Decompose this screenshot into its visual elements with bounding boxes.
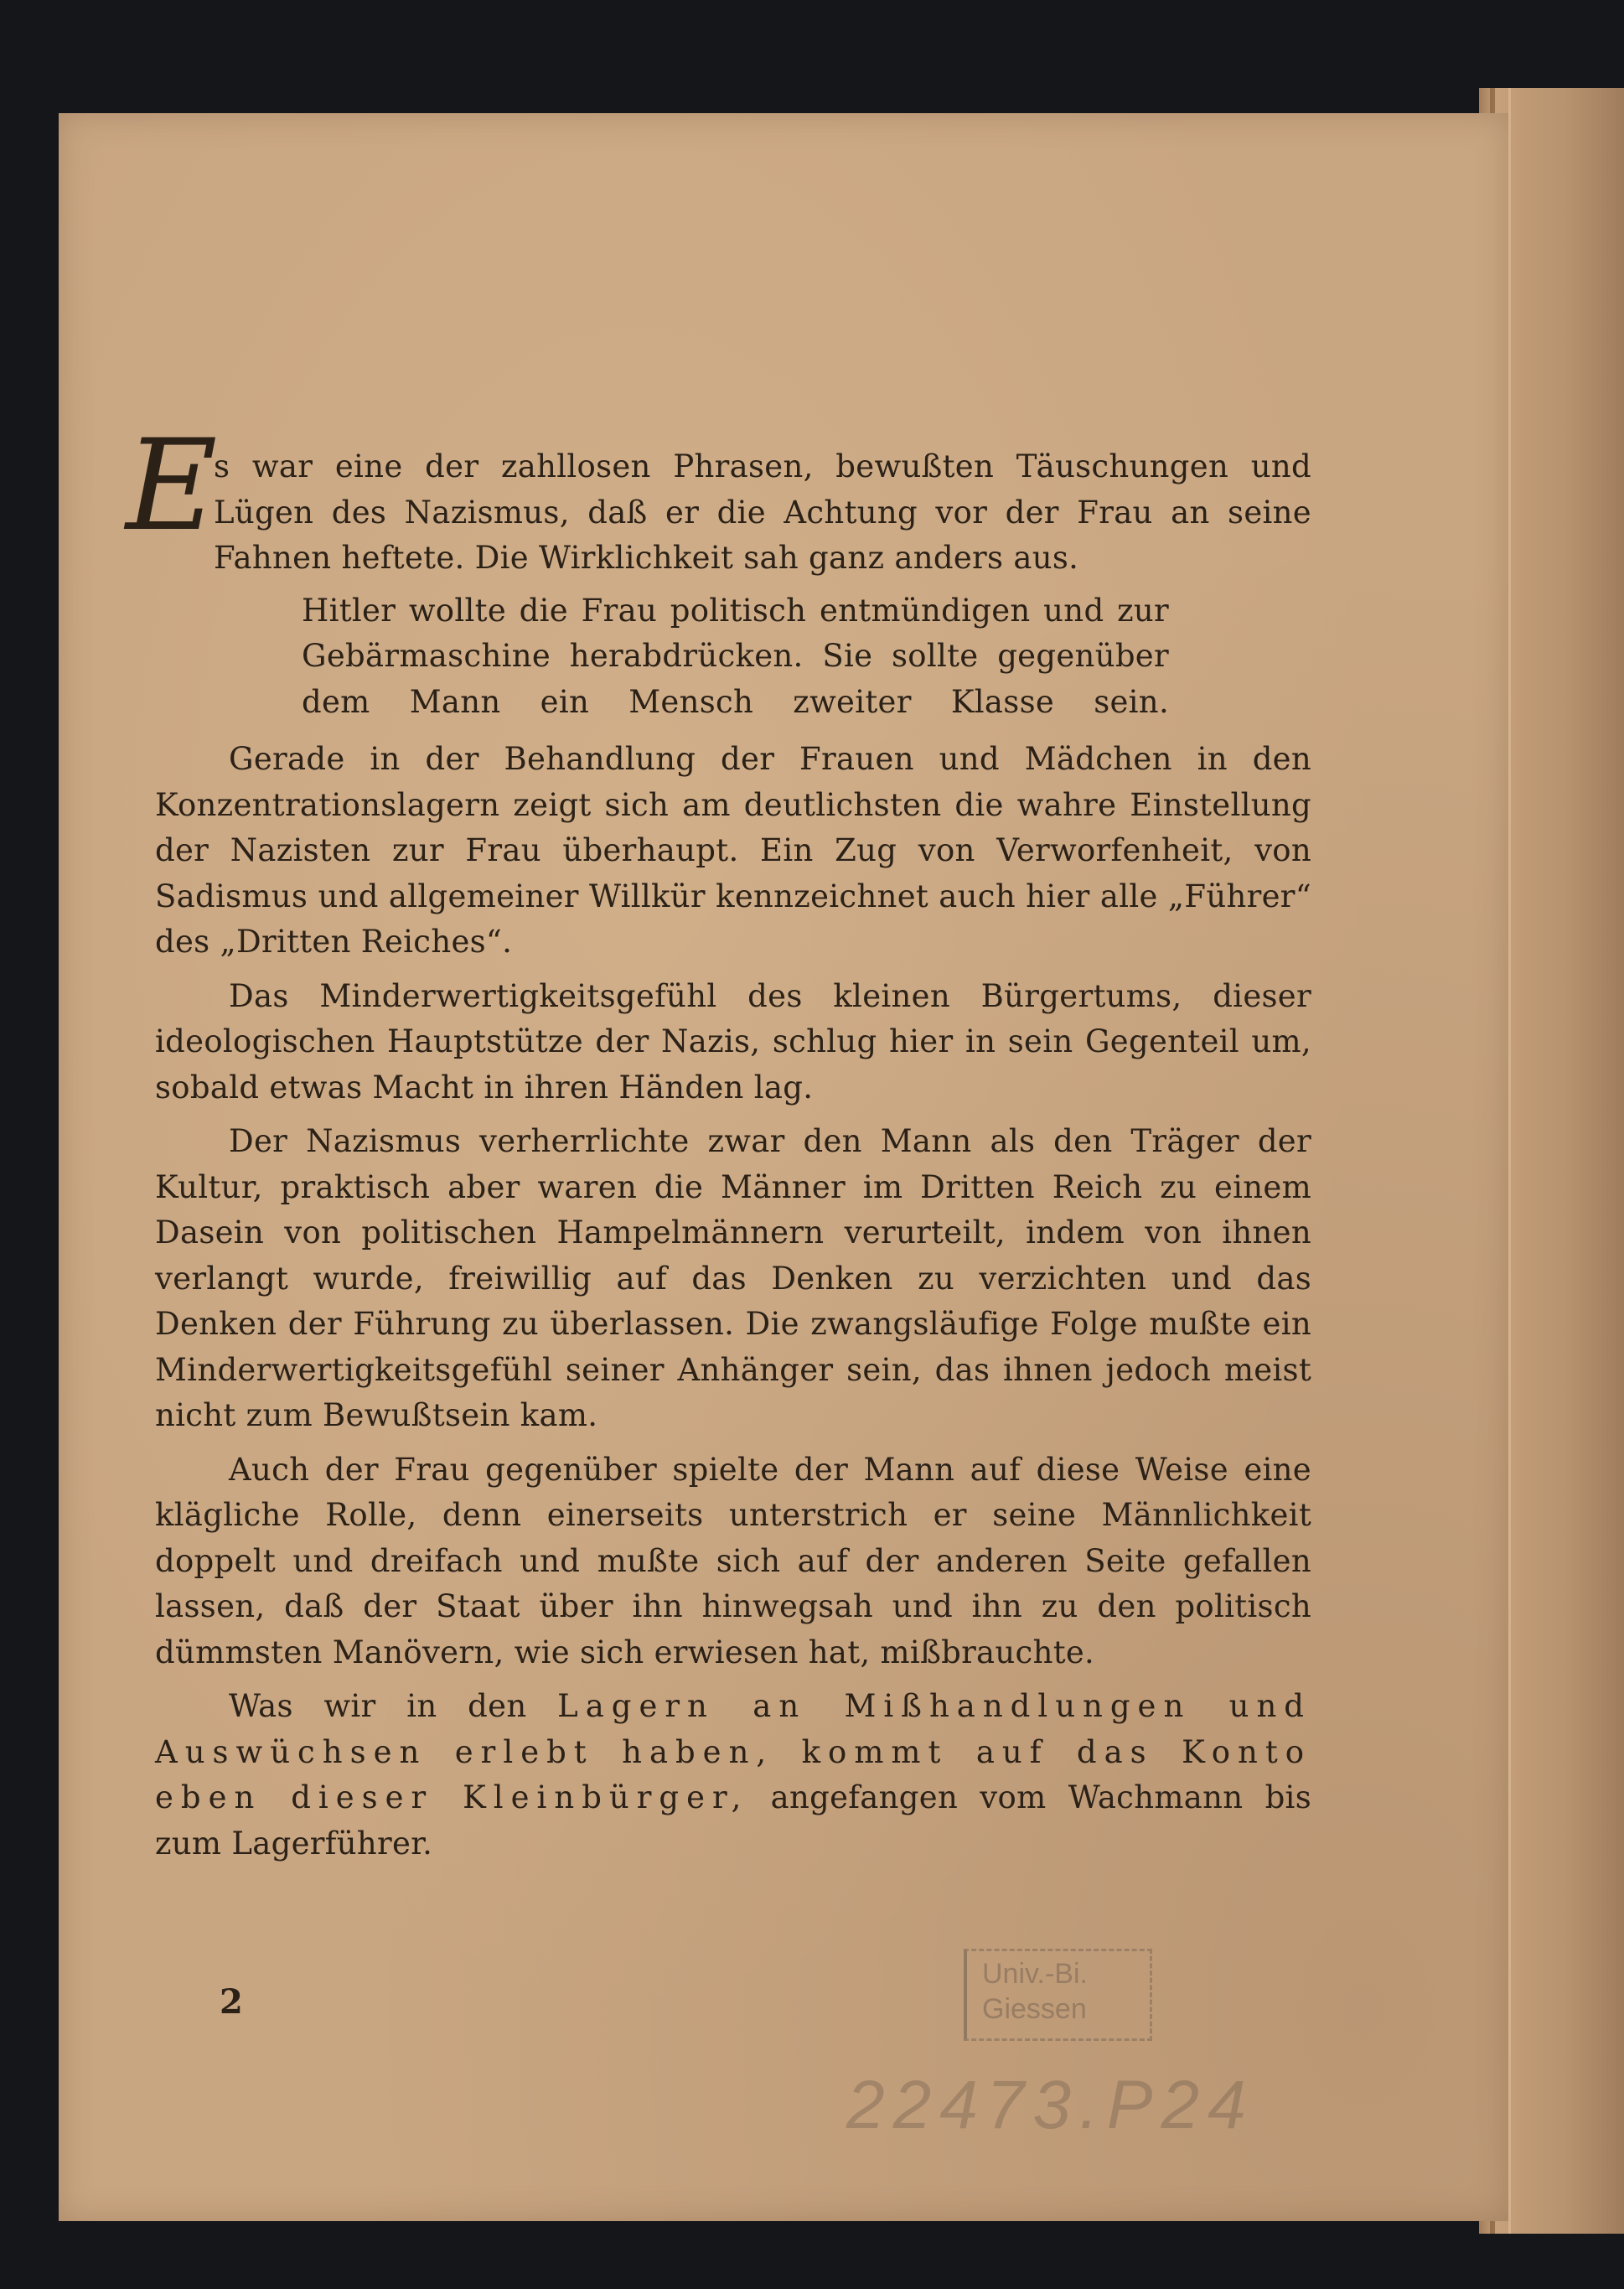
page-number: 2 xyxy=(220,1982,243,2022)
indented-quote: Hitler wollte die Frau politisch entmündigen und zur Gebärmaschine herabdrücken. Sie sollte gegenüber dem Mann ein Mensch zweiter Klasse sein. xyxy=(302,592,1169,720)
paragraph-2: Gerade in der Behandlung der Frauen und Mädchen in den Konzentrationslagern zeigt sich am deutlichsten die wahre Einstellung der Nazisten zur Frau überhaupt. Ein Zug von Verworfenheit, von Sadismus und allgemeiner Willkür kennzeichnet auch hier alle „Führer“ des „Dritten Reiches“. xyxy=(155,741,1311,960)
paragraph-5: Auch der Frau gegenüber spielte der Mann auf diese Weise eine klägliche Rolle, denn einerseits unterstrich er seine Männlichkeit doppelt und dreifach und mußte sich auf der anderen Seite gefallen lassen, daß der Staat über ihn hinwegsah und ihn zu den politisch dümmsten Manövern, wie sich erwiesen hat, mißbrauchte. xyxy=(155,1451,1311,1670)
handwritten-shelfmark: 22473.P24 xyxy=(846,2067,1254,2143)
paragraph-4: Der Nazismus verherrlichte zwar den Mann als den Träger der Kultur, praktisch aber waren die Männer im Dritten Reich zu einem Dasein von politischen Hampelmännern verurteilt, indem von ihnen verlangt wurde, freiwillig auf das Denken zu verzichten und das Denken der Führung zu überlassen. Die zwangsläufige Folge mußte ein Minderwertigkeitsgefühl seiner Anhänger sein, das ihnen jedoch meist nicht zum Bewußtsein kam. xyxy=(155,1123,1311,1433)
drop-cap: E xyxy=(126,413,218,559)
library-stamp: Univ.-Bi. Giessen xyxy=(964,1949,1152,2041)
paragraph-6-start: Was wir in den xyxy=(229,1688,558,1724)
paragraph-1: s war eine der zahllosen Phrasen, bewußten Täuschungen und Lügen des Nazismus, daß er die Achtung vor der Frau an seine Fahnen heftete. Die Wirklichkeit sah ganz anders aus. xyxy=(214,448,1311,576)
binding-highlight xyxy=(1508,88,1511,2234)
paragraph-6-end: angefangen vom Wachmann bis zum Lagerführer. xyxy=(155,1779,1311,1862)
paragraph-6-spaced-emphasis: Lagern an Mißhandlungen und Auswüchsen erlebt haben, kommt auf das Konto eben dieser Kleinbürger, xyxy=(155,1688,1311,1815)
paragraph-3: Das Minderwertigkeitsgefühl des kleinen Bürgertums, dieser ideologischen Hauptstütze der Nazis, schlug hier in sein Gegenteil um, sobald etwas Macht in ihren Händen lag. xyxy=(155,977,1311,1106)
paragraph-6 xyxy=(155,1684,1311,1867)
body-text xyxy=(155,444,1311,1867)
